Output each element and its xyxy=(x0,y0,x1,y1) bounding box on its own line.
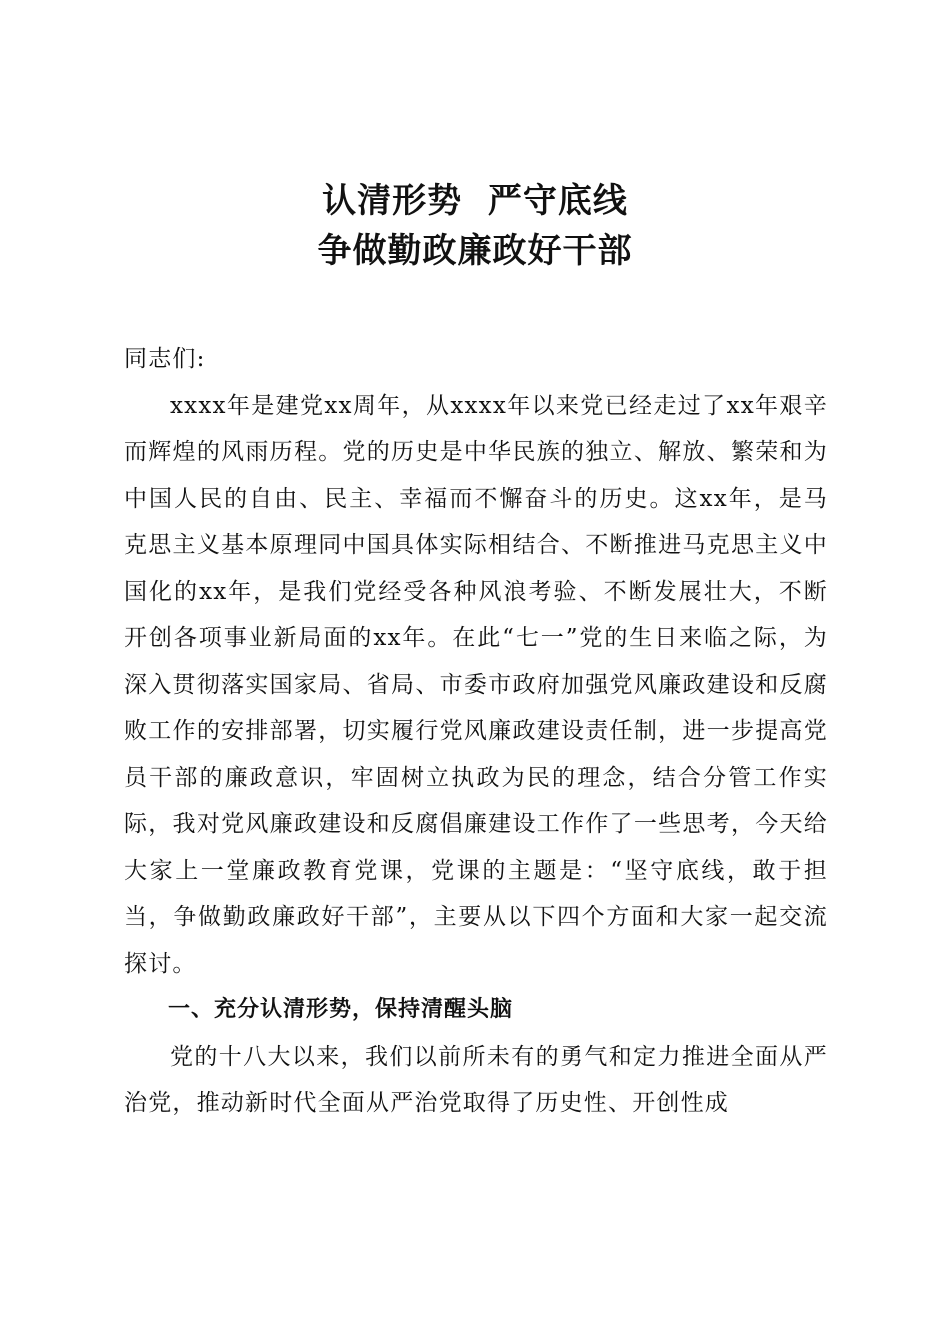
body-text xyxy=(124,336,828,1127)
title-block xyxy=(0,176,950,276)
title-line-1: 认清形势 严守底线 xyxy=(322,181,628,221)
paragraph-1: xxxx年是建党xx周年，从xxxx年以来党已经走过了xx年艰辛而辉煌的风雨历程。党的历史是中华民族的独立、解放、繁荣和为中国人民的自由、民主、幸福而不懈奋斗的历史。这xx年，是马克思主义基本原理同中国具体实际相结合、不断推进马克思主义中国化的xx年，是我们党经受各种风浪考验、不断发展壮大，不断开创各项事业新局面的xx年。在此“七一”党的生日来临之际，为深入贯彻落实国家局、省局、市委市政府加强党风廉政建设和反腐败工作的安排部署，切实履行党风廉政建设责任制，进一步提高党员干部的廉政意识，牢固树立执政为民的理念，结合分管工作实际，我对党风廉政建设和反腐倡廉建设工作作了一些思考，今天给大家上一堂廉政教育党课，党课的主题是：“坚守底线，敢于担当，争做勤政廉政好干部”，主要从以下四个方面和大家一起交流探讨。 xyxy=(124,392,828,977)
salutation: 同志们: xyxy=(124,346,206,372)
title-line-2: 争做勤政廉政好干部 xyxy=(317,231,633,271)
section-heading-1: 一、充分认清形势，保持清醒头脑 xyxy=(168,997,514,1022)
paragraph-2: 党的十八大以来，我们以前所未有的勇气和定力推进全面从严治党，推动新时代全面从严治党取得了历史性、开创性成 xyxy=(124,1043,828,1116)
